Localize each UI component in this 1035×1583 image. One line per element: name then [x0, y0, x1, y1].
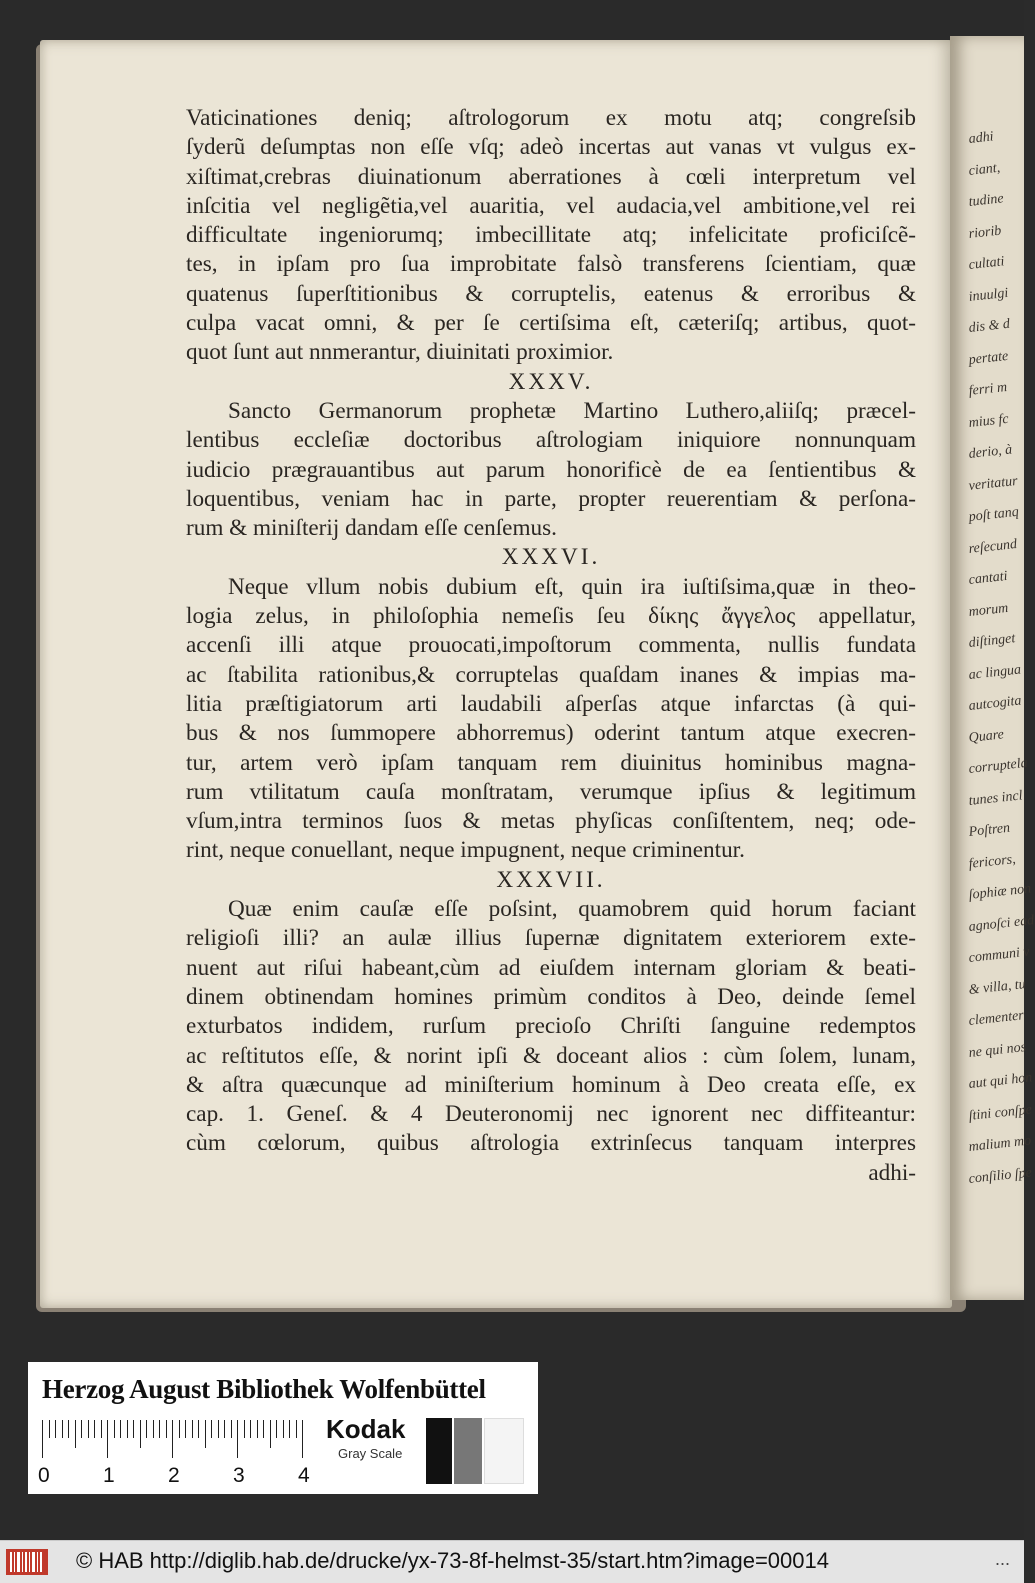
adjacent-page-fragment: tudine — [968, 191, 1005, 210]
ruler-tick — [120, 1420, 121, 1438]
ruler-number: 4 — [298, 1464, 310, 1487]
text-line: ſyderũ deſumptas non eſſe vſq; adeò incertas aut vanas vt vulgus ex- — [186, 134, 916, 161]
ruler-number: 2 — [168, 1464, 180, 1487]
ruler-tick — [289, 1420, 290, 1438]
text-line: rint, neque conuellant, neque impugnent, neque criminentur. — [186, 837, 745, 864]
adjacent-page-fragment: ſtini conſpe — [968, 1101, 1033, 1124]
text-line: nuent aut riſui habeant,cùm ad eiuſdem internam gloriam & beati- — [186, 954, 916, 981]
adjacent-page-fragment: corruptela — [968, 755, 1029, 777]
adjacent-page-fragment: cultati — [968, 254, 1006, 273]
ruler-tick — [107, 1420, 108, 1458]
text-line: logia zelus, in philoſophia nemeſis ſeu δίκης ἄγγελος appellatur, — [186, 603, 916, 630]
ruler-tick — [159, 1420, 160, 1438]
adjacent-page-fragment: aut qui hon — [968, 1070, 1033, 1092]
ruler-tick — [153, 1420, 154, 1438]
ruler-tick — [55, 1420, 56, 1438]
text-line: bus & nos ſummopere abhorremus) oderint tantum atque execren- — [186, 720, 916, 747]
ruler-tick — [185, 1420, 186, 1438]
ruler-tick — [166, 1420, 167, 1438]
adjacent-page-fragment: Quare — [968, 726, 1005, 746]
black-swatch — [426, 1418, 452, 1484]
section-heading: XXXVII. — [496, 866, 606, 893]
text-line: culpa vacat omni, & per ſe certiſsima eſt, cæteriſq; artibus, quot- — [186, 310, 916, 337]
ruler-tick — [250, 1420, 251, 1438]
adjacent-page-fragment: pertate — [968, 348, 1010, 368]
footer-bar — [0, 1540, 1024, 1583]
adjacent-page-fragment: riorib — [968, 223, 1003, 242]
adjacent-page-fragment: autcogita — [968, 693, 1023, 714]
ruler-tick — [146, 1420, 147, 1438]
ruler-tick — [101, 1420, 102, 1438]
white-swatch — [484, 1418, 524, 1484]
text-line: cap. 1. Geneſ. & 4 Deuteronomij nec ignorent nec diffiteantur: — [186, 1101, 916, 1128]
ruler-tick — [192, 1420, 193, 1438]
adjacent-page-fragment: ſophiæ non — [968, 881, 1032, 903]
adjacent-page-fragment: conſilio ſpe — [968, 1164, 1033, 1187]
text-line: tur, artem verò ipſam tanquam rem diuinitus hominibus magna- — [186, 749, 916, 776]
text-line: loquentibus, veniam hac in parte, propter reuerentiam & perſona- — [186, 485, 916, 512]
ruler-tick — [283, 1420, 284, 1438]
text-line: accenſi illi atque prouocati,impoſtorum commenta, nullis fundata — [186, 632, 916, 659]
text-line: Quæ enim cauſæ eſſe poſsint, quamobrem quid horum faciant — [228, 896, 916, 923]
ruler-tick — [302, 1420, 303, 1458]
catchword: adhi- — [868, 1159, 916, 1186]
kodak-logo: Kodak — [326, 1414, 406, 1444]
ruler-number: 0 — [38, 1464, 50, 1487]
text-line: & aſtra quæcunque ad miniſterium hominum à Deo creata eſſe, ex — [186, 1071, 916, 1098]
adjacent-page-fragment: diſtinget — [968, 631, 1016, 651]
text-line: ac reſtitutos eſſe, & norint ipſi & doceant alios : cùm ſolem, lunam, — [186, 1042, 916, 1069]
adjacent-page-fragment: derio, à — [968, 442, 1013, 462]
text-line: inſcitia vel negligẽtia,vel auaritia, vel audacia,vel ambitione,vel rei — [186, 192, 916, 219]
ruler-number: 1 — [103, 1464, 115, 1487]
ruler-tick — [276, 1420, 277, 1438]
adjacent-page-fragment: veritatur — [968, 473, 1019, 494]
section-heading: XXXVI. — [501, 544, 601, 571]
gray-scale-label: Gray Scale — [338, 1446, 403, 1461]
adjacent-page-fragment: cantati — [968, 568, 1009, 588]
text-line: quot ſunt aut nnmerantur, diuinitati proximior. — [186, 339, 614, 366]
gray-swatch — [454, 1418, 482, 1484]
text-line: lentibus eccleſiæ doctoribus aſtrologiam iniquiore nonnunquam — [186, 427, 916, 454]
ruler-tick — [62, 1420, 63, 1438]
ruler-tick — [49, 1420, 50, 1438]
ruler-number: 3 — [233, 1464, 245, 1487]
ruler-tick — [94, 1420, 95, 1438]
adjacent-page-fragment: morum — [968, 600, 1010, 620]
ruler-tick — [127, 1420, 128, 1438]
text-line: Sancto Germanorum prophetæ Martino Luthero,aliiſq; præcel- — [228, 397, 916, 424]
more-icon[interactable]: ... — [994, 1549, 1010, 1569]
ruler-tick — [263, 1420, 264, 1438]
adjacent-page-fragment: poſt tanq — [968, 504, 1020, 525]
adjacent-page-fragment: inuulgi — [968, 285, 1010, 305]
ruler-tick — [211, 1420, 212, 1438]
ruler-tick — [81, 1420, 82, 1438]
barcode-icon — [6, 1549, 48, 1575]
ruler-tick — [179, 1420, 180, 1438]
ruler-tick — [244, 1420, 245, 1438]
ruler-tick — [68, 1420, 69, 1438]
text-line: ac ſtabilita rationibus,& corruptelas quaſdam inanes & impias ma- — [186, 661, 916, 688]
adjacent-page-fragment: ne qui nos — [968, 1039, 1027, 1061]
ruler-tick — [133, 1420, 134, 1438]
ruler-tick — [270, 1420, 271, 1448]
text-line: tes, in ipſam pro ſua improbitate falsò transferens ſcientiam, quæ — [186, 251, 916, 278]
text-line: litia præſtigiatorum arti laudabili aſperſas atque infarctas (à qui- — [186, 690, 916, 717]
adjacent-page-fragment: & villa, tu — [968, 976, 1027, 998]
text-line: vſum,intra terminos ſuos & metas phyſicas conſiſtentem, neq; ode- — [186, 808, 916, 835]
ruler-tick — [205, 1420, 206, 1448]
ruler-tick — [88, 1420, 89, 1438]
text-line: rum & miniſterij dandam eſſe cenſemus. — [186, 515, 557, 542]
adjacent-page-fragment: reſecund — [968, 536, 1018, 557]
adjacent-page-fragment: adhi — [968, 129, 995, 147]
ruler-tick — [198, 1420, 199, 1438]
adjacent-page-fragment: malium mo — [968, 1133, 1032, 1155]
text-line: iudicio prægrauantibus aut parum honorificè de ea ſentientibus & — [186, 456, 916, 483]
ruler-tick — [75, 1420, 76, 1448]
text-line: rum vtilitatum cauſa monſtratam, verumque ipſius & legitimum — [186, 778, 916, 805]
copyright-url[interactable]: © HAB http://diglib.hab.de/drucke/yx-73-8f-helmst-35/start.htm?image=00014 — [76, 1548, 829, 1573]
ruler-tick — [224, 1420, 225, 1438]
text-line: dinem obtinendam homines primùm conditos à Deo, deinde ſemel — [186, 983, 916, 1010]
color-reference-card — [28, 1362, 538, 1494]
text-line: xiſtimat,crebras diuinationum aberrationes à cœli interpretum vel — [186, 163, 916, 190]
page-body-text — [186, 104, 916, 1188]
ruler-tick — [231, 1420, 232, 1438]
adjacent-page-fragment: ferri m — [968, 379, 1008, 399]
scale-ruler — [38, 1416, 332, 1487]
ruler-tick — [296, 1420, 297, 1438]
adjacent-page-fragment: ac lingua — [968, 662, 1022, 683]
text-line: Neque vllum nobis dubium eſt, quin ira iuſtiſsima,quæ in theo- — [228, 573, 916, 600]
ruler-tick — [42, 1420, 43, 1458]
ruler-tick — [140, 1420, 141, 1448]
text-line: Vaticinationes deniq; aſtrologorum ex motu atq; congreſsib — [186, 105, 916, 131]
text-line: quatenus ſuperſtitionibus & corruptelis, eatenus & erroribus & — [186, 280, 916, 307]
adjacent-page-fragment: ciant, — [968, 160, 1001, 179]
adjacent-page-fragment: Poſtren — [968, 820, 1011, 840]
ruler-tick — [114, 1420, 115, 1438]
ruler-tick — [172, 1420, 173, 1458]
adjacent-page-edge — [950, 36, 1035, 1300]
adjacent-page-fragment: dis & d — [968, 316, 1011, 336]
text-line: religioſi illi? an aulæ illius ſupernæ dignitatem exteriorem exte- — [186, 925, 916, 952]
ruler-tick — [257, 1420, 258, 1438]
text-line: exturbatos indidem, rurſum precioſo Chriſti ſanguine redemptos — [186, 1013, 916, 1040]
adjacent-page-fragment: agnoſci ead — [968, 912, 1035, 935]
adjacent-page-fragment: tunes incl — [968, 787, 1024, 809]
adjacent-page-fragment: mius fc — [968, 411, 1010, 431]
adjacent-page-fragment: communi v — [968, 944, 1031, 966]
adjacent-page-fragment: clementer — [968, 1008, 1025, 1029]
text-line: cùm cœlorum, quibus aſtrologia extrinſecus tanquam interpres — [186, 1130, 916, 1157]
ruler-tick — [218, 1420, 219, 1438]
text-line: difficultate ingeniorumq; imbecillitate atq; infelicitate proficiſcẽ- — [186, 222, 916, 249]
library-name: Herzog August Bibliothek Wolfenbüttel — [42, 1374, 486, 1404]
adjacent-page-fragment: fericors, — [968, 851, 1017, 872]
ruler-tick — [237, 1420, 238, 1458]
section-heading: XXXV. — [508, 368, 594, 395]
